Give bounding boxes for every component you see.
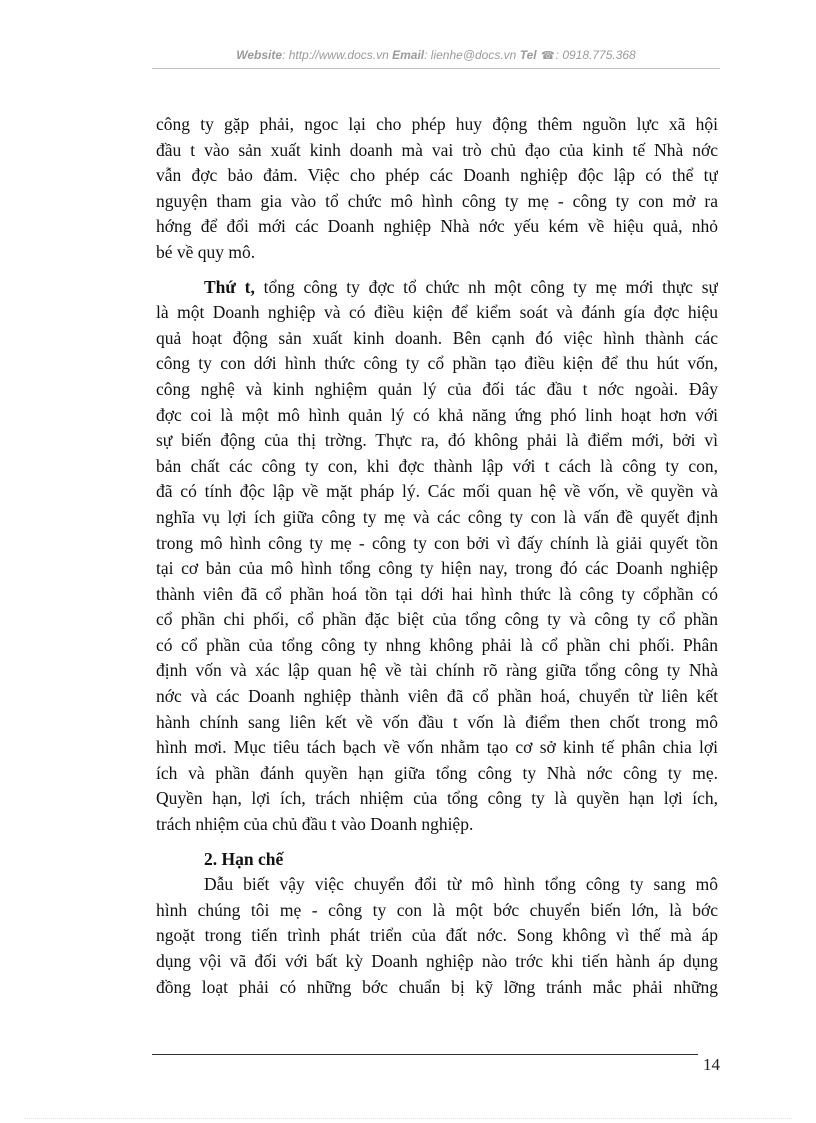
text-line: công ty gặp phải, ngoc lại cho phép huy động thêm nguồn lực xã hội — [156, 114, 718, 134]
text-line: đã có tính độc lập về mặt pháp lý. Các mối quan hệ về vốn, về quyền và — [156, 481, 718, 502]
text-line: trách nhiệm của chủ đầu t vào Doanh nghiệp. — [156, 814, 474, 835]
text-line: hớng để đổi mới các Doanh nghiệp Nhà nớc yếu kém về hiệu quả, nhỏ — [156, 216, 718, 237]
text-line: ích và phần đánh quyền hạn giữa tổng công ty Nhà nớc công ty mẹ. — [156, 762, 718, 783]
email-value: : lienhe@docs.vn — [424, 48, 517, 62]
text-line: dụng vội vã đối với bất kỳ Doanh nghiệp nào trớc khi tiến hành áp dụng — [156, 951, 718, 971]
text-line: nguyện tham gia vào tổ chức mô hình công ty mẹ - công ty con mở ra — [156, 190, 718, 211]
text-line-lead — [156, 275, 718, 301]
text-line: là một Doanh nghiệp và có điều kiện để kiểm soát và đánh gía đợc hiệu — [156, 302, 718, 323]
text-line: định vốn và xác lập quan hệ về tài chính rõ ràng giữa tổng công ty Nhà — [156, 660, 718, 681]
text-line: nớc và các Doanh nghiệp thành viên đã cổ phần hoá, chuyển từ liên kết — [156, 686, 718, 707]
header-divider — [152, 68, 720, 69]
text-line: có cổ phần của tổng công ty nhng không phải là cổ phần chi phối. Phân — [156, 634, 718, 655]
text-line: bé về quy mô. — [156, 241, 256, 262]
text-line: ngoặt trong tiến trình phát triển của đất nớc. Song không vì thế mà áp — [156, 925, 718, 946]
email-label: Email — [392, 48, 425, 62]
paragraph-1 — [156, 112, 718, 266]
text-line: nghĩa vụ lợi ích giữa công ty mẹ và các công ty con là vấn đề quyết định — [156, 506, 718, 527]
paragraph-3 — [156, 872, 718, 1000]
phone-icon: ☎ — [540, 50, 555, 62]
document-body — [156, 112, 718, 1000]
text-line: công ty con dới hình thức công ty cổ phần tạo điều kiện để thu hút vốn, — [156, 353, 718, 374]
text-line: hình mơi. Mục tiêu tách bạch về vốn nhằm tạo cơ sở kinh tế phân chia lợi — [156, 737, 718, 758]
text-line: tại cơ bản của mô hình tổng công ty hiện nay, trong đó các Doanh nghiệp — [156, 558, 718, 579]
text-line: đợc coi là một mô hình quản lý có khả năng ứng phó linh hoạt hơn với — [156, 404, 718, 425]
text-line: trong mô hình công ty mẹ - công ty con bởi vì đấy chính là giải quyết tồn — [156, 532, 718, 553]
text-line: quả hoạt động sản xuất kinh doanh. Bên cạnh đó việc hình thành các — [156, 327, 718, 348]
tel-value: : 0918.775.368 — [555, 48, 636, 62]
text-line: Dẫu biết vậy việc chuyển đổi từ mô hình tổng công ty sang mô — [204, 874, 718, 895]
text-line: Quyền hạn, lợi ích, trách nhiệm của tổng công ty là quyền hạn lợi ích, — [156, 788, 718, 809]
text-line: hình chúng tôi mẹ - công ty con là một bớc chuyển biến lớn, là bớc — [156, 899, 718, 920]
page-header — [152, 48, 720, 68]
text-line: sự biến động của thị trờng. Thực ra, đó không phải là điểm mới, bởi vì — [156, 430, 718, 451]
tel-label: Tel — [519, 48, 537, 62]
section-heading: 2. Hạn chế — [204, 848, 284, 869]
text-line: hành chính sang liên kết về vốn đầu t vốn là điểm then chốt trong mô — [156, 711, 718, 732]
text-line: đầu t vào sản xuất kinh doanh mà vai trò chủ đạo của kinh tế Nhà nớc — [156, 139, 718, 160]
text-line: bản chất các công ty con, khi đợc thành lập với t cách là công ty con, — [156, 455, 718, 476]
lead-rest: tổng công ty đợc tổ chức nh một công ty mẹ mới thực sự — [254, 276, 718, 297]
text-line: đồng loạt phải có những bớc chuẩn bị kỹ lỡng tránh mắc phải những — [156, 976, 718, 997]
text-line: vẫn đợc bảo đảm. Việc cho phép các Doanh nghiệp độc lập có thể tự — [156, 165, 718, 186]
footer-divider — [152, 1054, 698, 1055]
page-number: 14 — [703, 1055, 720, 1074]
website-value: : http://www.docs.vn — [282, 48, 389, 62]
text-line: cổ phần chi phối, cổ phần đặc biệt của tổng công ty và công ty cổ phần — [156, 609, 718, 630]
paragraph-2 — [156, 275, 718, 838]
text-line: thành viên đã cổ phần hoá tồn tại dới hai hình thức là công ty cổphần có — [156, 583, 718, 604]
website-label: Website — [236, 48, 283, 62]
page-bottom-border — [24, 1118, 792, 1119]
lead-phrase: Thứ t, — [204, 276, 255, 297]
text-line: công nghệ và kinh nghiệm quản lý của đối tác đầu t nớc ngoài. Đây — [156, 378, 718, 399]
